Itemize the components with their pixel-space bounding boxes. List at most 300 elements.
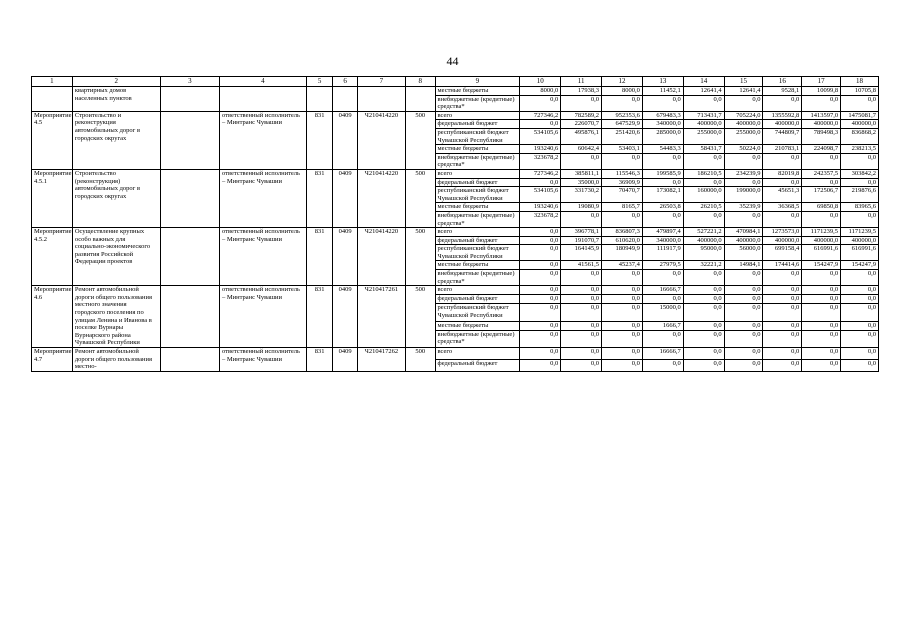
grbs-cell: 831	[306, 286, 333, 348]
value-cell: 193240,6	[520, 145, 561, 154]
value-cell: 0,0	[724, 321, 763, 330]
value-cell: 400000,0	[724, 120, 763, 129]
value-cell: 35000,0	[561, 178, 602, 187]
activity-name-cell: Ремонт автомобильной дороги общего пользования местного значения городского поселения по улицам Ленина и Иванова в поселке Вурнары Вурнарского района Чувашской Республики	[72, 286, 160, 348]
funding-source-cell: всего	[435, 348, 520, 360]
executor-cell	[219, 87, 306, 112]
funding-source-cell: всего	[435, 286, 520, 295]
grbs-cell	[306, 87, 333, 112]
value-cell: 400000,0	[724, 236, 763, 245]
value-cell: 0,0	[520, 178, 561, 187]
value-cell: 0,0	[763, 211, 802, 227]
value-cell: 0,0	[642, 359, 683, 371]
value-cell: 0,0	[520, 330, 561, 347]
value-cell: 0,0	[841, 286, 879, 295]
csr-cell: Ч210414220	[357, 228, 405, 286]
value-cell: 82019,8	[763, 169, 802, 178]
value-cell: 0,0	[724, 359, 763, 371]
table-row	[32, 228, 879, 237]
header-cell: 17	[802, 77, 841, 87]
value-cell: 0,0	[520, 286, 561, 295]
value-cell: 0,0	[802, 321, 841, 330]
value-cell: 32221,2	[683, 261, 724, 270]
value-cell: 713431,7	[683, 111, 724, 120]
value-cell: 0,0	[724, 286, 763, 295]
header-cell: 8	[405, 77, 435, 87]
empty-cell	[160, 228, 219, 286]
value-cell: 323678,2	[520, 153, 561, 169]
value-cell: 41561,5	[561, 261, 602, 270]
value-cell: 1475081,7	[841, 111, 879, 120]
value-cell: 0,0	[683, 211, 724, 227]
value-cell: 1171239,5	[802, 228, 841, 237]
executor-cell: ответственный исполнитель – Минтранс Чувашии	[219, 228, 306, 286]
value-cell: 199585,9	[642, 169, 683, 178]
funding-source-cell: местные бюджеты	[435, 261, 520, 270]
value-cell: 0,0	[683, 359, 724, 371]
value-cell: 323678,2	[520, 211, 561, 227]
value-cell: 400000,0	[763, 236, 802, 245]
value-cell: 789498,3	[802, 128, 841, 144]
value-cell: 744809,7	[763, 128, 802, 144]
value-cell: 527221,2	[683, 228, 724, 237]
vr-cell: 500	[405, 111, 435, 169]
header-cell: 14	[683, 77, 724, 87]
value-cell: 0,0	[724, 304, 763, 321]
value-cell: 95000,0	[683, 245, 724, 261]
value-cell: 0,0	[683, 348, 724, 360]
value-cell: 952353,6	[602, 111, 643, 120]
value-cell: 285000,0	[642, 128, 683, 144]
value-cell: 111917,9	[642, 245, 683, 261]
value-cell: 385811,1	[561, 169, 602, 178]
value-cell: 83965,6	[841, 203, 879, 212]
value-cell: 0,0	[561, 359, 602, 371]
value-cell: 699158,4	[763, 245, 802, 261]
value-cell: 1171239,5	[841, 228, 879, 237]
value-cell: 836807,3	[602, 228, 643, 237]
value-cell: 14984,1	[724, 261, 763, 270]
value-cell: 400000,0	[802, 120, 841, 129]
value-cell: 0,0	[802, 286, 841, 295]
activity-id-cell: Мероприятие 4.6	[32, 286, 73, 348]
value-cell: 19080,9	[561, 203, 602, 212]
value-cell: 616991,6	[802, 245, 841, 261]
funding-source-cell: всего	[435, 169, 520, 178]
value-cell: 199000,0	[724, 187, 763, 203]
value-cell: 54483,3	[642, 145, 683, 154]
header-cell: 10	[520, 77, 561, 87]
funding-source-cell: республиканский бюджет Чувашской Республики	[435, 245, 520, 261]
value-cell: 0,0	[602, 153, 643, 169]
empty-cell	[160, 87, 219, 112]
value-cell: 0,0	[602, 211, 643, 227]
value-cell: 1273573,0	[763, 228, 802, 237]
value-cell: 224098,7	[802, 145, 841, 154]
value-cell: 0,0	[802, 304, 841, 321]
value-cell: 0,0	[763, 286, 802, 295]
activity-name-cell: Осуществление крупных особо важных для социально-экономического развития Российской Федерации проектов	[72, 228, 160, 286]
value-cell: 0,0	[763, 153, 802, 169]
value-cell: 647529,9	[602, 120, 643, 129]
value-cell: 0,0	[520, 321, 561, 330]
value-cell: 15000,0	[642, 304, 683, 321]
header-cell: 18	[841, 77, 879, 87]
value-cell: 234239,9	[724, 169, 763, 178]
value-cell: 193240,6	[520, 203, 561, 212]
funding-source-cell: внебюджетные (кредитные) средства*	[435, 153, 520, 169]
value-cell: 0,0	[561, 270, 602, 286]
value-cell: 12641,4	[724, 87, 763, 96]
value-cell: 679483,3	[642, 111, 683, 120]
value-cell: 0,0	[561, 321, 602, 330]
value-cell: 0,0	[802, 330, 841, 347]
csr-cell: Ч210417261	[357, 286, 405, 348]
value-cell: 1666,7	[642, 321, 683, 330]
value-cell: 251420,6	[602, 128, 643, 144]
value-cell: 45651,3	[763, 187, 802, 203]
header-cell: 5	[306, 77, 333, 87]
value-cell: 0,0	[802, 178, 841, 187]
value-cell: 255000,0	[724, 128, 763, 144]
value-cell: 9528,1	[763, 87, 802, 96]
executor-cell: ответственный исполнитель – Минтранс Чувашии	[219, 111, 306, 169]
funding-source-cell: внебюджетные (кредитные) средства*	[435, 95, 520, 111]
value-cell: 0,0	[724, 95, 763, 111]
value-cell: 0,0	[683, 153, 724, 169]
value-cell: 210783,1	[763, 145, 802, 154]
rzpr-cell	[333, 87, 358, 112]
value-cell: 727346,2	[520, 111, 561, 120]
value-cell: 0,0	[763, 359, 802, 371]
value-cell: 0,0	[802, 153, 841, 169]
header-cell: 6	[333, 77, 358, 87]
funding-source-cell: федеральный бюджет	[435, 120, 520, 129]
activity-id-cell: Мероприятие 4.5.1	[32, 169, 73, 227]
funding-source-cell: местные бюджеты	[435, 145, 520, 154]
value-cell: 56000,0	[724, 245, 763, 261]
value-cell: 26210,5	[683, 203, 724, 212]
activity-id-cell	[32, 87, 73, 112]
funding-source-cell: внебюджетные (кредитные) средства*	[435, 270, 520, 286]
csr-cell: Ч210417262	[357, 348, 405, 372]
value-cell: 0,0	[520, 261, 561, 270]
value-cell: 0,0	[561, 95, 602, 111]
value-cell: 0,0	[802, 295, 841, 304]
executor-cell: ответственный исполнитель – Минтранс Чувашии	[219, 169, 306, 227]
funding-source-cell: республиканский бюджет Чувашской Республики	[435, 304, 520, 321]
value-cell: 186210,5	[683, 169, 724, 178]
vr-cell: 500	[405, 228, 435, 286]
value-cell: 0,0	[602, 304, 643, 321]
value-cell: 0,0	[520, 236, 561, 245]
value-cell: 0,0	[602, 270, 643, 286]
value-cell: 238213,5	[841, 145, 879, 154]
value-cell: 0,0	[683, 270, 724, 286]
table-row	[32, 111, 879, 120]
value-cell: 26503,8	[642, 203, 683, 212]
value-cell: 0,0	[724, 330, 763, 347]
value-cell: 0,0	[841, 178, 879, 187]
value-cell: 0,0	[724, 178, 763, 187]
value-cell: 0,0	[602, 286, 643, 295]
table-row	[32, 348, 879, 360]
value-cell: 0,0	[841, 95, 879, 111]
vr-cell: 500	[405, 169, 435, 227]
value-cell: 0,0	[642, 153, 683, 169]
empty-cell	[160, 286, 219, 348]
value-cell: 0,0	[561, 330, 602, 347]
value-cell: 396778,1	[561, 228, 602, 237]
value-cell: 0,0	[724, 295, 763, 304]
value-cell: 0,0	[724, 153, 763, 169]
activity-name-cell: Строительство (реконструкция) автомобильных дорог в городских округах	[72, 169, 160, 227]
value-cell: 219876,6	[841, 187, 879, 203]
value-cell: 0,0	[802, 348, 841, 360]
value-cell: 1355592,8	[763, 111, 802, 120]
rzpr-cell: 0409	[333, 169, 358, 227]
header-cell: 7	[357, 77, 405, 87]
value-cell: 0,0	[520, 348, 561, 360]
activity-id-cell: Мероприятие 4.5.2	[32, 228, 73, 286]
value-cell: 8000,0	[602, 87, 643, 96]
table-header	[32, 77, 879, 87]
grbs-cell: 831	[306, 228, 333, 286]
table-row	[32, 87, 879, 96]
value-cell: 0,0	[561, 348, 602, 360]
value-cell: 16666,7	[642, 348, 683, 360]
value-cell: 45237,4	[602, 261, 643, 270]
value-cell: 0,0	[724, 270, 763, 286]
value-cell: 0,0	[642, 95, 683, 111]
value-cell: 0,0	[841, 304, 879, 321]
executor-cell: ответственный исполнитель – Минтранс Чувашии	[219, 286, 306, 348]
value-cell: 0,0	[642, 211, 683, 227]
value-cell: 400000,0	[683, 120, 724, 129]
value-cell: 0,0	[841, 153, 879, 169]
vr-cell	[405, 87, 435, 112]
header-cell: 16	[763, 77, 802, 87]
value-cell: 727346,2	[520, 169, 561, 178]
header-cell: 9	[435, 77, 520, 87]
value-cell: 400000,0	[841, 120, 879, 129]
value-cell: 534105,6	[520, 128, 561, 144]
funding-source-cell: федеральный бюджет	[435, 295, 520, 304]
header-cell: 4	[219, 77, 306, 87]
value-cell: 69850,8	[802, 203, 841, 212]
value-cell: 0,0	[561, 153, 602, 169]
value-cell: 479897,4	[642, 228, 683, 237]
value-cell: 0,0	[841, 270, 879, 286]
value-cell: 53403,1	[602, 145, 643, 154]
value-cell: 58431,7	[683, 145, 724, 154]
value-cell: 0,0	[561, 304, 602, 321]
table-row	[32, 286, 879, 295]
value-cell: 115546,3	[602, 169, 643, 178]
value-cell: 836868,2	[841, 128, 879, 144]
value-cell: 534105,6	[520, 187, 561, 203]
value-cell: 36368,5	[763, 203, 802, 212]
funding-source-cell: внебюджетные (кредитные) средства*	[435, 330, 520, 347]
value-cell: 36909,9	[602, 178, 643, 187]
value-cell: 303842,2	[841, 169, 879, 178]
value-cell: 60642,4	[561, 145, 602, 154]
value-cell: 0,0	[802, 211, 841, 227]
value-cell: 0,0	[763, 321, 802, 330]
value-cell: 0,0	[841, 211, 879, 227]
activity-id-cell: Мероприятие 4.5	[32, 111, 73, 169]
value-cell: 0,0	[520, 245, 561, 261]
value-cell: 0,0	[602, 330, 643, 347]
value-cell: 0,0	[763, 270, 802, 286]
value-cell: 0,0	[561, 286, 602, 295]
value-cell: 50224,0	[724, 145, 763, 154]
header-cell: 2	[72, 77, 160, 87]
value-cell: 0,0	[683, 95, 724, 111]
value-cell: 226070,7	[561, 120, 602, 129]
value-cell: 0,0	[602, 295, 643, 304]
rzpr-cell: 0409	[333, 286, 358, 348]
value-cell: 0,0	[841, 321, 879, 330]
value-cell: 160000,0	[683, 187, 724, 203]
value-cell: 0,0	[841, 359, 879, 371]
value-cell: 340000,0	[642, 236, 683, 245]
funding-source-cell: местные бюджеты	[435, 203, 520, 212]
header-cell: 3	[160, 77, 219, 87]
funding-source-cell: всего	[435, 111, 520, 120]
vr-cell: 500	[405, 348, 435, 372]
value-cell: 0,0	[520, 228, 561, 237]
value-cell: 0,0	[763, 304, 802, 321]
value-cell: 400000,0	[841, 236, 879, 245]
value-cell: 172506,7	[802, 187, 841, 203]
value-cell: 0,0	[602, 95, 643, 111]
vr-cell: 500	[405, 286, 435, 348]
value-cell: 154247,9	[841, 261, 879, 270]
value-cell: 0,0	[841, 330, 879, 347]
value-cell: 0,0	[642, 295, 683, 304]
value-cell: 0,0	[763, 330, 802, 347]
value-cell: 782589,2	[561, 111, 602, 120]
value-cell: 0,0	[561, 211, 602, 227]
value-cell: 0,0	[683, 330, 724, 347]
value-cell: 10099,8	[802, 87, 841, 96]
value-cell: 0,0	[642, 270, 683, 286]
value-cell: 0,0	[763, 348, 802, 360]
value-cell: 180949,9	[602, 245, 643, 261]
value-cell: 27979,5	[642, 261, 683, 270]
funding-source-cell: федеральный бюджет	[435, 359, 520, 371]
value-cell: 0,0	[520, 359, 561, 371]
activity-name-cell: Строительство и реконструкция автомобильных дорог в городских округах	[72, 111, 160, 169]
value-cell: 331730,2	[561, 187, 602, 203]
budget-table	[31, 76, 879, 372]
value-cell: 0,0	[642, 178, 683, 187]
value-cell: 0,0	[520, 270, 561, 286]
header-cell: 12	[602, 77, 643, 87]
value-cell: 0,0	[602, 321, 643, 330]
value-cell: 242357,5	[802, 169, 841, 178]
value-cell: 0,0	[683, 321, 724, 330]
value-cell: 400000,0	[763, 120, 802, 129]
activity-name-cell: Ремонт автомобильной дороги общего пользования местно-	[72, 348, 160, 372]
value-cell: 0,0	[561, 295, 602, 304]
rzpr-cell: 0409	[333, 228, 358, 286]
value-cell: 11452,1	[642, 87, 683, 96]
value-cell: 0,0	[602, 359, 643, 371]
empty-cell	[160, 169, 219, 227]
funding-source-cell: республиканский бюджет Чувашской Республики	[435, 187, 520, 203]
value-cell: 35239,9	[724, 203, 763, 212]
value-cell: 0,0	[841, 295, 879, 304]
empty-cell	[160, 111, 219, 169]
rzpr-cell: 0409	[333, 111, 358, 169]
value-cell: 0,0	[683, 286, 724, 295]
value-cell: 173082,1	[642, 187, 683, 203]
value-cell: 0,0	[683, 178, 724, 187]
value-cell: 0,0	[841, 348, 879, 360]
value-cell: 0,0	[802, 270, 841, 286]
value-cell: 0,0	[683, 304, 724, 321]
value-cell: 495876,1	[561, 128, 602, 144]
value-cell: 0,0	[602, 348, 643, 360]
header-cell: 13	[642, 77, 683, 87]
value-cell: 400000,0	[802, 236, 841, 245]
value-cell: 610620,0	[602, 236, 643, 245]
value-cell: 0,0	[642, 330, 683, 347]
csr-cell	[357, 87, 405, 112]
value-cell: 0,0	[520, 295, 561, 304]
header-cell: 1	[32, 77, 73, 87]
value-cell: 17938,3	[561, 87, 602, 96]
funding-source-cell: республиканский бюджет Чувашской Республики	[435, 128, 520, 144]
value-cell: 0,0	[520, 120, 561, 129]
empty-cell	[160, 348, 219, 372]
value-cell: 8000,0	[520, 87, 561, 96]
grbs-cell: 831	[306, 348, 333, 372]
table-body	[32, 87, 879, 372]
value-cell: 0,0	[683, 295, 724, 304]
header-cell: 11	[561, 77, 602, 87]
header-cell: 15	[724, 77, 763, 87]
value-cell: 1413597,0	[802, 111, 841, 120]
rzpr-cell: 0409	[333, 348, 358, 372]
value-cell: 0,0	[520, 95, 561, 111]
value-cell: 470984,1	[724, 228, 763, 237]
value-cell: 10705,8	[841, 87, 879, 96]
value-cell: 8165,7	[602, 203, 643, 212]
value-cell: 616991,6	[841, 245, 879, 261]
value-cell: 16666,7	[642, 286, 683, 295]
value-cell: 0,0	[763, 295, 802, 304]
table-row	[32, 169, 879, 178]
value-cell: 255000,0	[683, 128, 724, 144]
funding-source-cell: местные бюджеты	[435, 87, 520, 96]
csr-cell: Ч210414220	[357, 169, 405, 227]
value-cell: 0,0	[802, 359, 841, 371]
executor-cell: ответственный исполнитель – Минтранс Чувашии	[219, 348, 306, 372]
value-cell: 154247,9	[802, 261, 841, 270]
value-cell: 0,0	[724, 211, 763, 227]
funding-source-cell: федеральный бюджет	[435, 178, 520, 187]
value-cell: 70470,7	[602, 187, 643, 203]
funding-source-cell: внебюджетные (кредитные) средства*	[435, 211, 520, 227]
page-number: 44	[446, 54, 459, 68]
grbs-cell: 831	[306, 169, 333, 227]
value-cell: 164145,9	[561, 245, 602, 261]
value-cell: 12641,4	[683, 87, 724, 96]
value-cell: 191070,7	[561, 236, 602, 245]
